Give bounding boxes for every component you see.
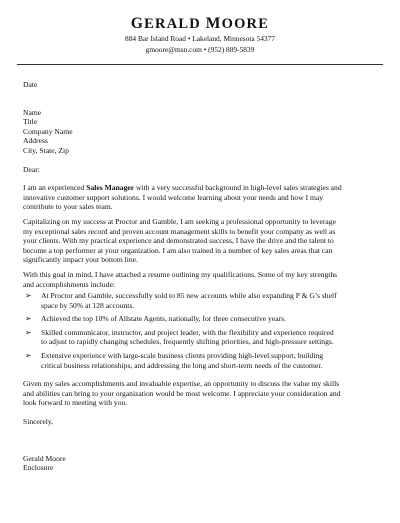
list-item-line: At Proctor and Gamble, successfully sold to 85 new accounts while also expanding P & G’s shelf	[41, 291, 337, 301]
intro-job-title: Sales Manager	[86, 183, 135, 193]
list-item-line: Extensive experience with large-scale business clients providing high-level support, building	[41, 351, 324, 361]
name-rest-last: OORE	[221, 16, 270, 32]
arrow-bullet-icon: ➢	[25, 351, 32, 361]
intro-text-start: I am an experienced	[23, 183, 87, 193]
recipient-company: Company Name	[23, 126, 73, 136]
list-item	[23, 351, 379, 370]
intro-line-2: innovative customer support solutions. I would welcome learning about your needs and how I may	[23, 192, 324, 202]
name-initial-first: G	[130, 15, 145, 32]
paragraph-closing	[23, 379, 379, 408]
closing: Sincerely,	[23, 417, 54, 427]
accomplishments-list	[23, 291, 379, 370]
paragraph-line: and abilities can bring to your organization would be most welcome. I appreciate your consideration and	[23, 388, 341, 398]
intro-text-end: with a very successful background in high-level sales strategies and	[134, 183, 342, 193]
intro-line-3: contribute to your sales team.	[23, 202, 113, 212]
paragraph-line: and accomplishments include:	[23, 279, 115, 289]
applicant-name	[0, 16, 400, 32]
paragraph-line: your clients. With my practical experience and demonstrated success, I have the drive and the talent to	[23, 236, 334, 246]
list-item-line: space by 50% at 128 accounts.	[41, 300, 135, 310]
arrow-bullet-icon: ➢	[25, 291, 32, 301]
paragraph-line: Capitalizing on my success at Proctor and Gamble, I am seeking a professional opportunity to leverage	[23, 216, 336, 226]
enclosure-note: Enclosure	[23, 463, 54, 473]
recipient-address: Address	[23, 136, 48, 146]
letter-body	[23, 80, 379, 473]
name-rest-first: ERALD	[144, 16, 206, 32]
paragraph-line: look forward to meeting with you.	[23, 398, 128, 408]
list-item-line: critical business relationships, and addressing the long and short-term needs of the customer.	[41, 360, 323, 370]
list-item-line: Achieved the top 10% of Allstate Agents, nationally, for three consecutive years.	[41, 314, 286, 324]
list-item	[23, 291, 379, 310]
paragraph-experience	[23, 217, 379, 265]
intro-paragraph	[23, 183, 379, 212]
recipient-city: City, State, Zip	[23, 145, 69, 155]
salutation: Dear:	[23, 164, 40, 174]
header-divider	[17, 64, 383, 65]
list-item-line: to adjust to rapidly changing schedules, frequently shifting priorities, and high-pressure settings.	[41, 337, 334, 347]
letterhead	[0, 16, 400, 54]
list-item	[23, 314, 379, 324]
paragraph-line: my exceptional sales record and proven account management skills to benefit your company as well as	[23, 226, 336, 236]
list-item	[23, 328, 379, 347]
applicant-address: 884 Bar Island Road • Lakeland, Minnesota 54377	[125, 34, 275, 43]
paragraph-line: become a top performer at your organization. I am also trained in a number of key sales areas that can	[23, 245, 333, 255]
signature-name: Gerald Moore	[23, 453, 66, 463]
arrow-bullet-icon: ➢	[25, 327, 32, 337]
applicant-contact: gmoore@msn.com • (952) 889-5839	[145, 45, 255, 54]
list-item-line: Skilled communicator, instructor, and project leader, with the flexibility and experience required	[41, 327, 334, 337]
name-initial-last: M	[205, 15, 222, 32]
date-line: Date	[23, 80, 38, 89]
paragraph-line: significantly impact your bottom line.	[23, 255, 138, 265]
recipient-block	[23, 108, 379, 156]
recipient-title: Title	[23, 117, 38, 127]
recipient-name: Name	[23, 107, 42, 117]
paragraph-line: With this goal in mind, I have attached a resume outlining my qualifications. Some of my key strengths	[23, 269, 338, 279]
arrow-bullet-icon: ➢	[25, 314, 32, 324]
paragraph-strengths-intro	[23, 270, 379, 289]
paragraph-line: Given my sales accomplishments and invaluable expertise, an opportunity to discuss the value my skills	[23, 379, 340, 389]
